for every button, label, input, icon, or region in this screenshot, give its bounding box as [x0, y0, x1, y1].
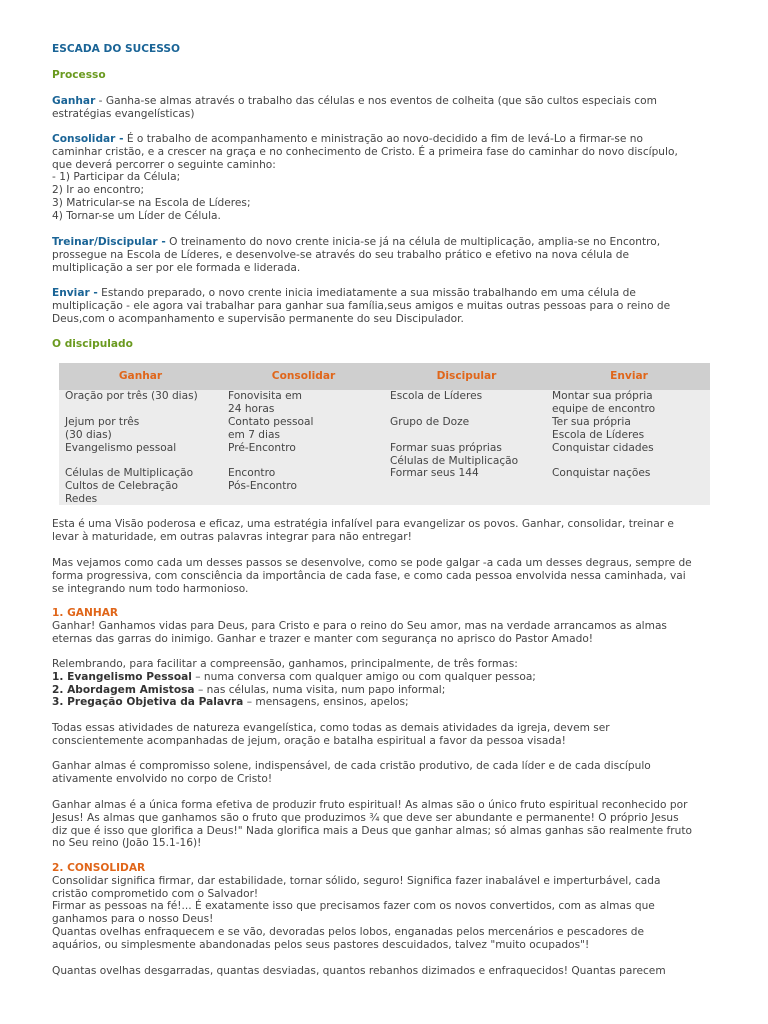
table-cell: Formar suas próprias [390, 442, 502, 454]
table-cell: Escola de Líderes [552, 429, 645, 441]
paragraph-fruto: Ganhar almas é a única forma efetiva de produzir fruto espiritual! As almas são o único fruto espiritual reconhecido por Jesus! As almas que ganhamos são o fruto que produzimos ¾ que deve ser abundante e permanente! O próprio Jesus diz que é isso que glorifica a Deus!" Nada glorifica mais a Deus que ganhar almas; só almas ganhas são realmente fruto no Seu reino (João 15.1-16)! [52, 799, 692, 850]
table-header-discipular: Discipular [436, 370, 497, 382]
paragraph-ovelhas: Quantas ovelhas desgarradas, quantas desviadas, quantos rebanhos dizimados e enfraquecidos! Quantas parecem [52, 965, 666, 977]
list-item: 2. Abordagem Amistosa – nas células, numa visita, num papo informal; [52, 683, 446, 696]
term-ganhar: Ganhar [52, 95, 96, 107]
paragraph-treinar: Treinar/Discipular - O treinamento do novo crente inicia-se já na célula de multiplicação, amplia-se no Encontro, prossegue na Escola de Líderes, e desenvolve-se através do seu trabalho prático e efetivo na nova célula de multiplicação a ser por ele formada e liderada. [52, 236, 661, 274]
table-cell: (30 dias) [65, 429, 112, 441]
section-heading-ganhar: 1. GANHAR [52, 607, 119, 619]
table-header-enviar: Enviar [610, 370, 648, 382]
paragraph-passos: Mas vejamos como cada um desses passos se desenvolve, como se pode galgar -a cada um desses degraus, sempre de forma progressiva, com consciência da importância de cada fase, e como cada pessoa envolvida nessa caminhada, vai se integrando num todo harmonioso. [52, 557, 692, 595]
table-cell: Cultos de Celebração [65, 480, 178, 492]
table-cell: Encontro [228, 467, 276, 479]
paragraph-atividades: Todas essas atividades de natureza evangelística, como todas as demais atividades da igreja, devem ser conscientemente acompanhadas de jejum, oração e batalha espiritual a favor da pessoa visada! [52, 722, 610, 747]
table-header-ganhar: Ganhar [118, 370, 163, 382]
section-heading-consolidar: 2. CONSOLIDAR [52, 862, 146, 874]
table-cell: Contato pessoal [228, 416, 314, 428]
table-cell: Células de Multiplicação [390, 455, 519, 467]
table-cell: 24 horas [228, 403, 275, 415]
page-title: ESCADA DO SUCESSO [52, 43, 181, 55]
table-cell: Pós-Encontro [228, 480, 298, 492]
paragraph-ganhar: Ganhar - Ganha-se almas através o trabalho das células e nos eventos de colheita (que são cultos especiais com estratégias evangelísticas) [52, 95, 657, 120]
section-consolidar: 2. CONSOLIDAR Consolidar significa firmar, dar estabilidade, tornar sólido, seguro! Significa fazer inabalável e imperturbável, cada cristão comprometido com o Salvador! Firmar as pessoas na fé!... É exatamente isso que precisamos fazer com os novos convertidos, com as almas que ganhamos para o nosso Deus! Quantas ovelhas enfraquecem e se vão, devoradas pelos lobos, enganadas pelos mercenários e pescadores de aquários, ou simplesmente abandonadas pelos seus pastores descuidados, talvez "muito ocupados"! [52, 862, 712, 952]
paragraph-consolidar: Consolidar - É o trabalho de acompanhamento e ministração ao novo-decidido a fim de levá-Lo a firmar-se no caminhar cristão, e a crescer na graça e no conhecimento de Cristo. É a primeira fase do caminhar do novo discípulo, que deverá percorrer o seguinte caminho: - 1) Participar da Célula; 2) Ir ao encontro; 3) Matricular-se na Escola de Líderes; 4) Tornar-se um Líder de Célula. [52, 133, 678, 222]
paragraph-enviar: Enviar - Estando preparado, o novo crente inicia imediatamente a sua missão trabalhando em uma célula de multiplicação - ele agora vai trabalhar para ganhar sua família,seus amigos e muitas outras pessoas para o reino de Deus,com o acompanhamento e supervisão permanente do seu Discipulador. [52, 287, 671, 325]
term-consolidar: Consolidar - [52, 133, 124, 145]
table-cell: equipe de encontro [552, 403, 656, 415]
table-header [59, 363, 710, 390]
table-cell: Formar seus 144 [390, 467, 479, 479]
table-cell: Pré-Encontro [228, 442, 296, 454]
table-cell: Conquistar nações [552, 467, 651, 479]
term-treinar: Treinar/Discipular - [52, 236, 166, 248]
section-subtitle-discipulado: O discipulado [52, 338, 133, 350]
table-header-consolidar: Consolidar [271, 370, 336, 382]
table-cell: Evangelismo pessoal [65, 442, 177, 454]
section-subtitle-processo: Processo [52, 69, 106, 81]
table-cell: Jejum por três [65, 416, 140, 428]
section-ganhar: 1. GANHAR Ganhar! Ganhamos vidas para Deus, para Cristo e para o reino do Seu amor, mas na verdade arrancamos as almas eternas das garras do inimigo. Ganhar e trazer e manter com segurança no aprisco do Pastor Amado! [52, 607, 712, 645]
table-cell: em 7 dias [228, 429, 280, 441]
list-item: 3. Pregação Objetiva da Palavra – mensagens, ensinos, apelos; [52, 696, 409, 709]
list-item: 1. Evangelismo Pessoal – numa conversa com qualquer amigo ou com qualquer pessoa; [52, 670, 536, 683]
table-cell: Ter sua própria [552, 416, 631, 428]
table-cell: Células de Multiplicação [65, 467, 194, 479]
table-cell: Grupo de Doze [390, 416, 470, 428]
table-cell: Conquistar cidades [552, 442, 654, 454]
table-cell: Redes [65, 493, 98, 505]
discipulado-table [59, 363, 710, 505]
term-enviar: Enviar - [52, 287, 98, 299]
paragraph-visao: Esta é uma Visão poderosa e eficaz, uma estratégia infalível para evangelizar os povos. Ganhar, consolidar, treinar e levar à maturidade, em outras palavras integrar para não entregar! [52, 518, 674, 543]
table-cell: Oração por três (30 dias) [65, 390, 198, 402]
paragraph-compromisso: Ganhar almas é compromisso solene, indispensável, de cada cristão produtivo, de cada líder e de cada discípulo ativamente envolvido no corpo de Cristo! [52, 760, 651, 785]
table-cell: Fonovisita em [228, 390, 302, 402]
paragraph-formas: Relembrando, para facilitar a compreensão, ganhamos, principalmente, de três formas: 1. Evangelismo Pessoal – numa conversa com qualquer amigo ou com qualquer pessoa; 2. Abordagem Amistosa – nas células, numa visita, num papo informal; 3. Pregação Objetiva da Palavra – mensagens, ensinos, apelos; [52, 658, 712, 709]
table-cell: Montar sua própria [552, 390, 653, 402]
table-cell: Escola de Líderes [390, 390, 483, 402]
